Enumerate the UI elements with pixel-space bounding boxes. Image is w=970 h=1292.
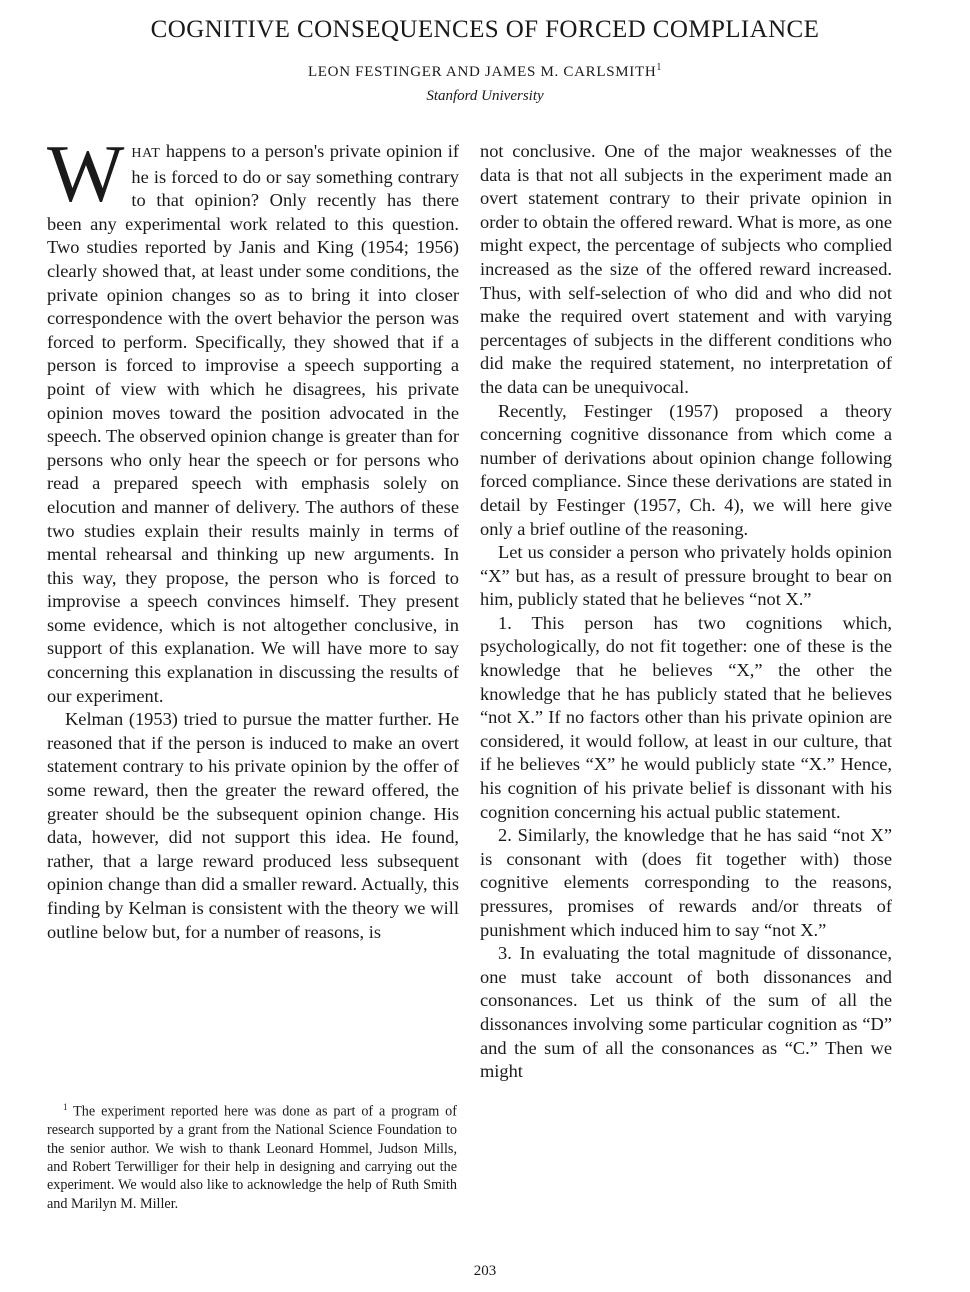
author-affiliation: Stanford University xyxy=(426,88,544,104)
right-paragraph-3: Let us consider a person who privately holds opinion “X” but has, as a result of pressure brought to bear on him, publicly stated that he believes “not X.” xyxy=(480,542,892,610)
footnote-marker: 1 xyxy=(63,1102,68,1112)
left-paragraph-1 xyxy=(47,128,459,708)
right-paragraph-5: 2. Similarly, the knowledge that he has said “not X” is consonant with (does fit together with) those cognitive elements corresponding to the reasons, pressures, promises of rewards and/or threats of punishment which induced him to say “not X.” xyxy=(480,825,892,940)
article-title: COGNITIVE CONSEQUENCES OF FORCED COMPLIANCE xyxy=(150,16,820,43)
page-number: 203 xyxy=(473,1263,497,1279)
article-authors xyxy=(0,62,970,81)
left-column xyxy=(47,128,459,944)
right-column xyxy=(480,140,892,1084)
right-paragraph-1: not conclusive. One of the major weaknesses of the data is that not all subjects in the experiment made an overt statement contrary to their private opinion in order to obtain the offered reward. What is more, as one might expect, the percentage of subjects who complied increased as the size of the offered reward increased. Thus, with self-selection of who did and who did not make the required overt statement and with varying percentages of subjects in the different conditions who did make the required statement, no interpretation of the data can be unequivocal. xyxy=(480,141,892,397)
author-footnote-marker: 1 xyxy=(656,62,663,73)
left-paragraph-1-text: happens to a person's private opinion if he is forced to do or say something contrary to that opinion? Only recently has there been any experimental work related to this question. Two studies reported by Janis and King (1954; 1956) clearly showed that, at least under some conditions, the private opinion changes so as to bring it into closer correspondence with the overt behavior the person was forced to perform. Specifically, they showed that if a person is forced to improvise a speech supporting a point of view with which he disagrees, his private opinion moves toward the position advocated in the speech. The observed opinion change is greater than for persons who only hear the speech or for persons who read a prepared speech with emphasis solely on elocution and manner of delivery. The authors of these two studies explain their results mainly in terms of mental rehearsal and thinking up new arguments. In this way, they propose, the person who is forced to improvise a speech convinces himself. They present some evidence, which is not altogether conclusive, in support of this explanation. We will have more to say concerning this explanation in discussing the results of our experiment. xyxy=(47,141,459,706)
authors-names: LEON FESTINGER AND JAMES M. CARLSMITH xyxy=(307,64,657,80)
first-word-small-caps: HAT xyxy=(131,146,161,161)
footnote xyxy=(47,1098,457,1213)
right-paragraph-2: Recently, Festinger (1957) proposed a theory concerning cognitive dissonance from which come a number of derivations about opinion change following forced compliance. Since these derivations are stated in detail by Festinger (1957, Ch. 4), we will here give only a brief outline of the reasoning. xyxy=(480,400,892,539)
drop-cap: W xyxy=(47,128,125,219)
right-paragraph-4: 1. This person has two cognitions which, psychologically, do not fit together: one of these is the knowledge that he believes “X,” the other the knowledge that he has publicly stated that he believes “not X.” If no factors other than his private opinion are considered, it would follow, at least in our culture, that if he believes “X” he would publicly state “X.” Hence, his cognition of his private belief is dissonant with his cognition concerning his actual public statement. xyxy=(480,612,892,822)
left-paragraph-2: Kelman (1953) tried to pursue the matter further. He reasoned that if the person is induced to make an overt statement contrary to his private opinion by the offer of some reward, then the greater the reward offered, the greater should be the subsequent opinion change. His data, however, did not support this idea. He found, rather, that a large reward produced less subsequent opinion change than did a smaller reward. Actually, this finding by Kelman is consistent with the theory we will outline below but, for a number of reasons, is xyxy=(47,709,459,942)
footnote-text: The experiment reported here was done as part of a program of research supported by a grant from the National Science Foundation to the senior author. We wish to thank Leonard Hommel, Judson Mills, and Robert Terwilliger for their help in designing and carrying out the experiment. We would also like to acknowledge the help of Ruth Smith and Marilyn M. Miller. xyxy=(47,1103,457,1212)
right-paragraph-6: 3. In evaluating the total magnitude of dissonance, one must take account of both dissonances and consonances. Let us think of the sum of all the dissonances involving some particular cognition as “D” and the sum of all the consonances as “C.” Then we might xyxy=(480,943,892,1082)
